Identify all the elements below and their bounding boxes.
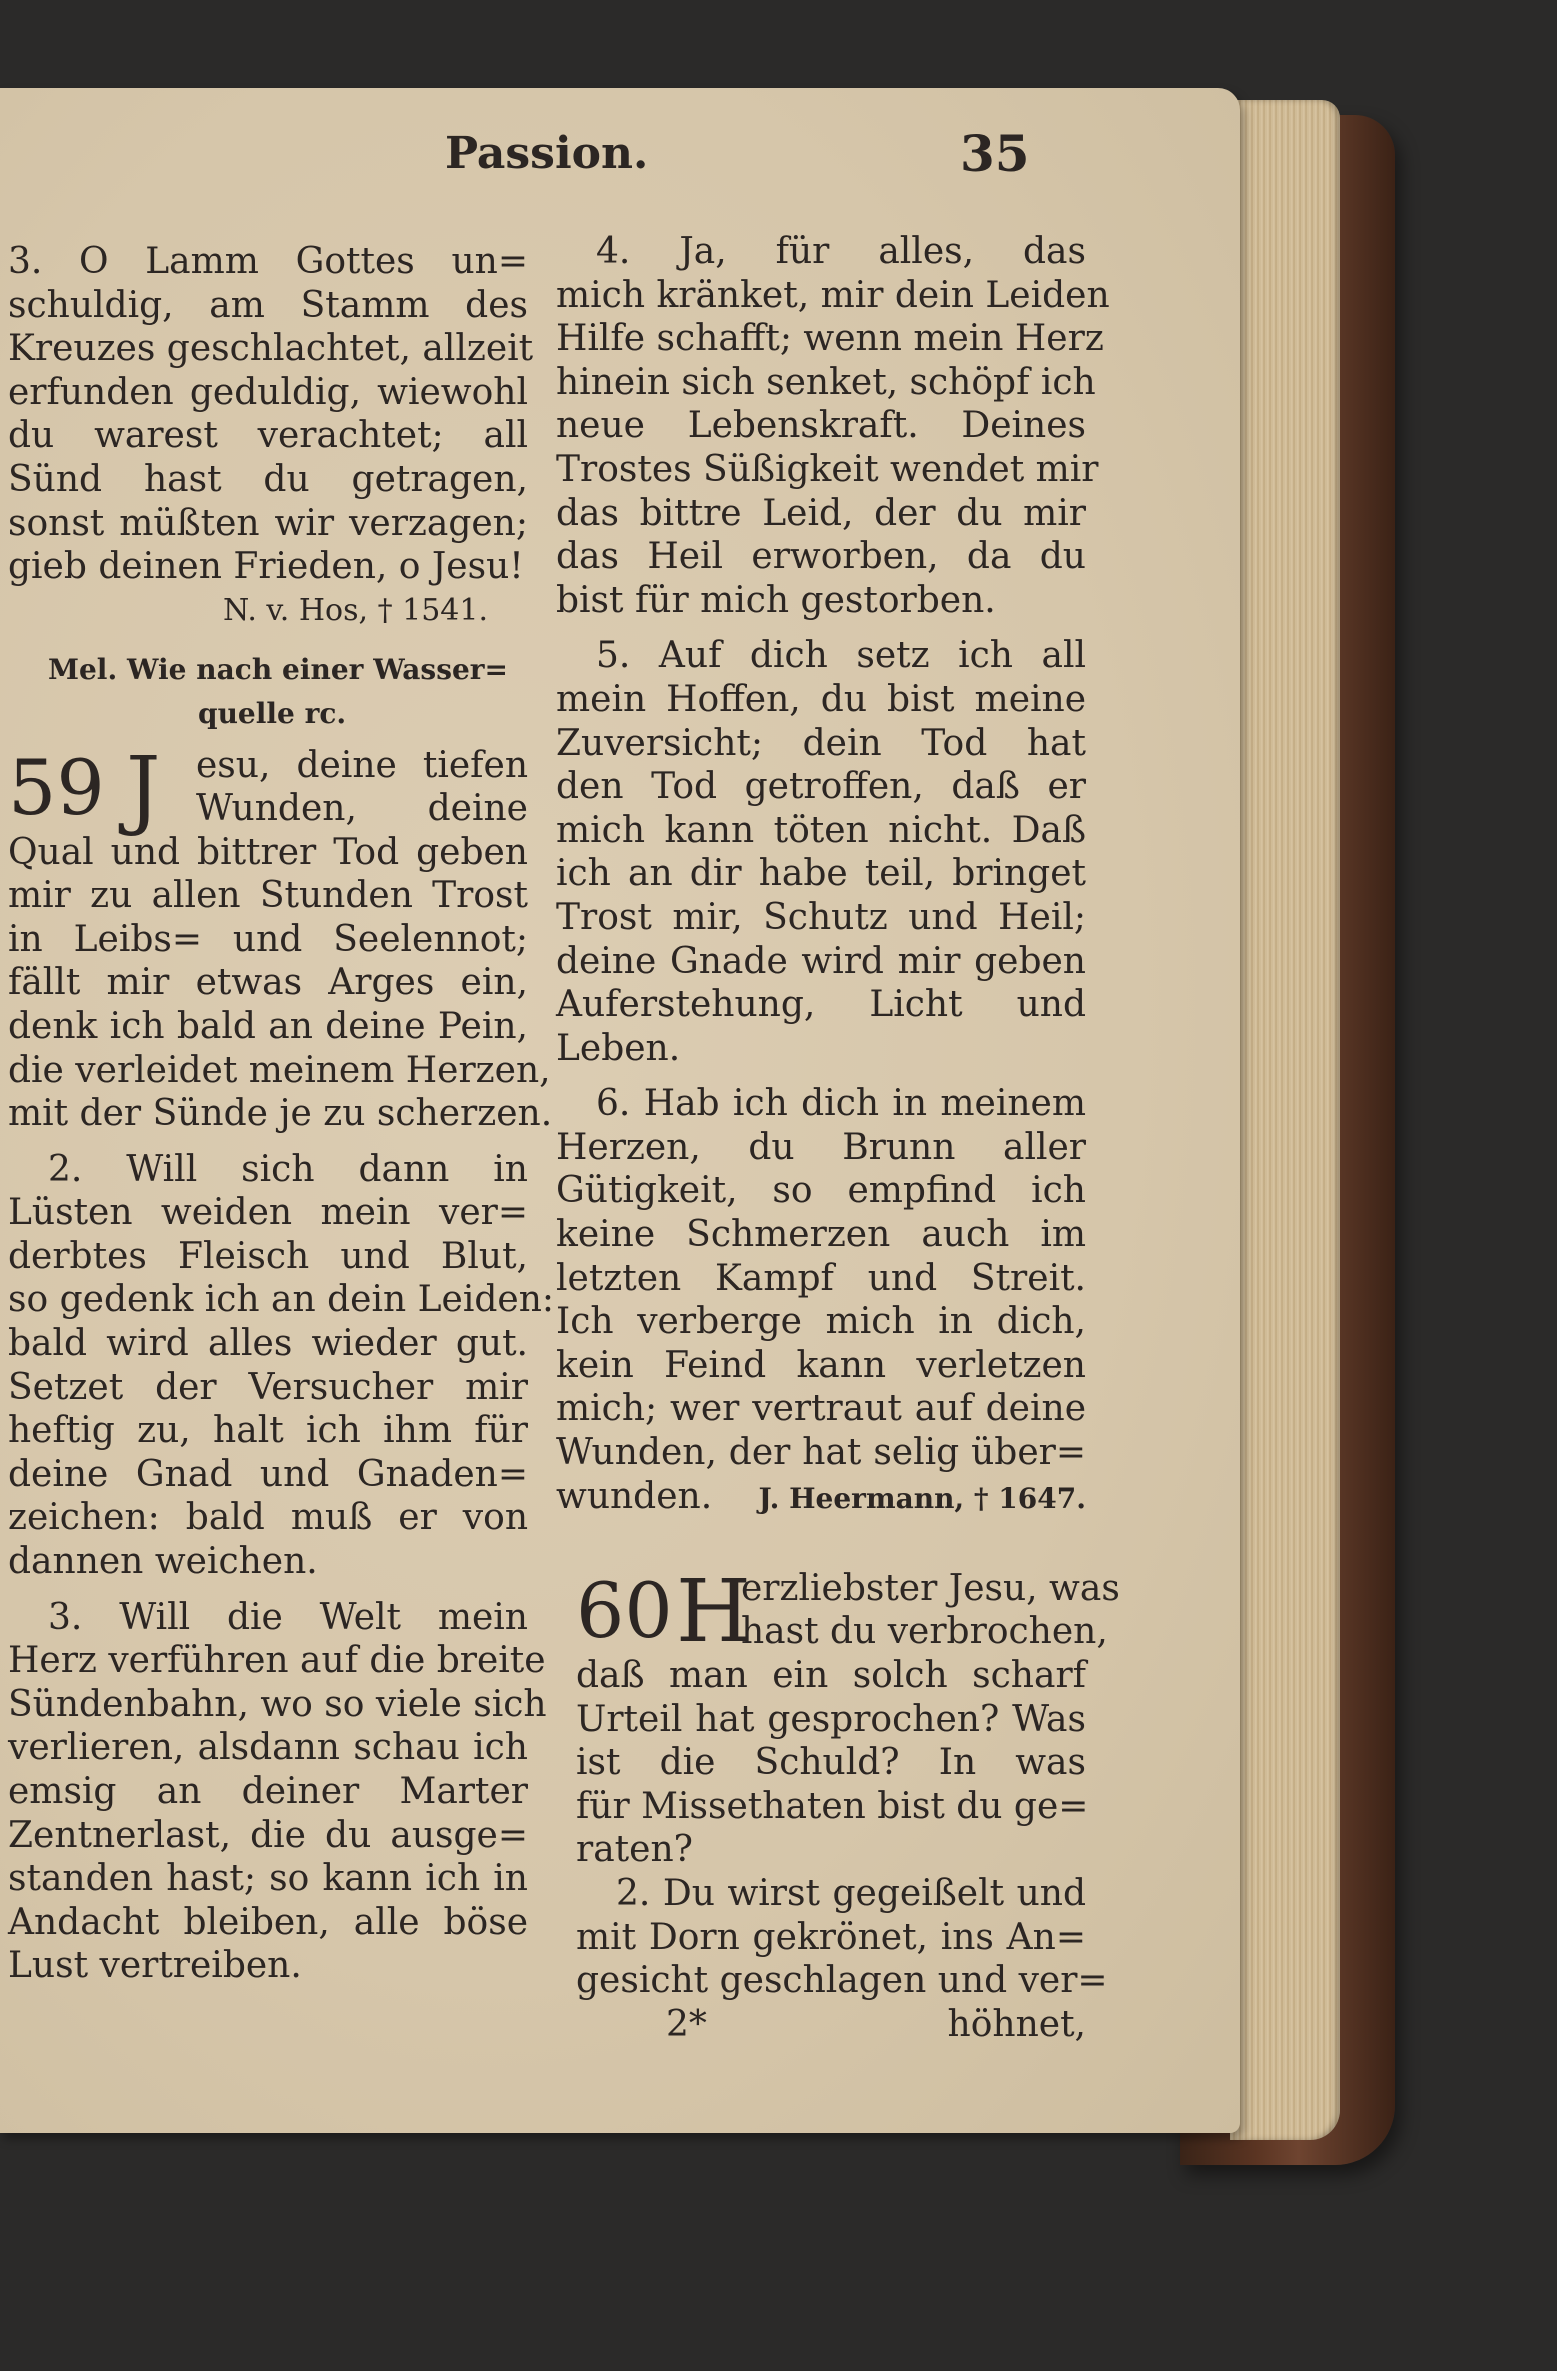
drop-cap: H xyxy=(676,1562,751,1662)
text-line: Auferstehung, Licht und xyxy=(556,984,1086,1026)
text-line: mein Hoffen, du bist meine xyxy=(556,678,1086,720)
text-line: hast du verbrochen, xyxy=(741,1611,1108,1652)
text-line: mich kränket, mir dein Leiden xyxy=(556,274,1110,316)
text-line: dannen weichen. xyxy=(8,1541,318,1583)
text-line: 3. O Lamm Gottes un= xyxy=(8,241,528,282)
text-line: 3. Will die Welt mein xyxy=(48,1596,528,1638)
text-line: Zentnerlast, die du ausge= xyxy=(8,1814,528,1856)
author-credit: N. v. Hos, † 1541. xyxy=(223,592,488,628)
text-line: Andacht bleiben, alle böse xyxy=(8,1901,528,1943)
verse-6-end xyxy=(556,1475,1086,1521)
text-line: Herz verführen auf die breite xyxy=(8,1640,546,1682)
text-line: Kreuzes geschlachtet, allzeit xyxy=(8,328,534,370)
text-line: das Heil erworben, da du xyxy=(556,536,1086,578)
text-line: in Leibs= und Seelennot; xyxy=(8,918,528,960)
text-line: esu, deine tiefen xyxy=(196,744,528,786)
text-line: Wunden, der hat selig über= xyxy=(556,1432,1086,1474)
text-line: Setzet der Versucher mir xyxy=(8,1366,528,1408)
text-line: standen hast; so kann ich in xyxy=(8,1858,528,1900)
text-line: deine Gnad und Gnaden= xyxy=(8,1453,528,1495)
text-line: bald wird alles wieder gut. xyxy=(8,1323,528,1365)
text-line: keine Schmerzen auch im xyxy=(556,1214,1086,1256)
text-line: gesicht geschlagen und ver= xyxy=(576,1960,1108,2002)
text-line: ist die Schuld? In was xyxy=(576,1742,1086,1784)
text-line: gieb deinen Frieden, o Jesu! xyxy=(8,546,524,588)
catchword: höhnet, xyxy=(947,2003,1086,2045)
hymn-59-opening xyxy=(8,738,528,839)
hymn-number: 60 xyxy=(576,1566,673,1655)
text-line: derbtes Fleisch und Blut, xyxy=(8,1235,528,1277)
text-line: die verleidet meinem Herzen, xyxy=(8,1049,551,1091)
text-line: Gütigkeit, so empfind ich xyxy=(556,1170,1086,1212)
text-line: hinein sich senket, schöpf ich xyxy=(556,361,1096,403)
text-line: Sünd hast du getragen, xyxy=(8,458,528,500)
text-line: emsig an deiner Marter xyxy=(8,1771,528,1812)
text-line: Qual und bittrer Tod geben xyxy=(8,831,528,873)
text-line: neue Lebenskraft. Deines xyxy=(556,405,1086,447)
left-column xyxy=(8,240,555,1988)
text-line: so gedenk ich an dein Leiden: xyxy=(8,1279,555,1321)
text-line: 5. Auf dich setz ich all xyxy=(596,635,1086,677)
text-line: Sündenbahn, wo so viele sich xyxy=(8,1683,547,1725)
text-line: 2. Will sich dann in xyxy=(48,1148,528,1190)
text-line: kein Feind kann verletzen xyxy=(556,1344,1086,1386)
text-line: du warest verachtet; all xyxy=(8,415,528,457)
text-line: Herzen, du Brunn aller xyxy=(556,1126,1086,1168)
text-line: mit Dorn gekrönet, ins An= xyxy=(576,1916,1086,1958)
right-column-lower xyxy=(576,1562,1120,2046)
text-line: verlieren, alsdann schau ich xyxy=(8,1727,528,1769)
text-line: bist für mich gestorben. xyxy=(556,579,996,621)
text-line: heftig zu, halt ich ihm für xyxy=(8,1410,528,1452)
hymn-60-opening xyxy=(576,1562,1120,1662)
text-line: erzliebster Jesu, was xyxy=(741,1568,1120,1609)
text-line: daß man ein solch scharf xyxy=(576,1655,1086,1696)
text-line: Trost mir, Schutz und Heil; xyxy=(556,896,1086,938)
running-header: Passion. xyxy=(445,128,649,179)
text-line: für Missethaten bist du ge= xyxy=(576,1785,1089,1827)
signature-mark: 2* xyxy=(666,2003,707,2045)
melody-note: Mel. Wie nach einer Wasser= xyxy=(48,653,508,687)
text-line: deine Gnade wird mir geben xyxy=(556,940,1086,982)
text-line: Leben. xyxy=(556,1027,681,1069)
text-line: denk ich bald an deine Pein, xyxy=(8,1005,528,1047)
hymn-number: 59 xyxy=(8,742,105,832)
text-line: Zuversicht; dein Tod hat xyxy=(556,722,1086,764)
page-edges xyxy=(1230,100,1340,2140)
text-line: Trostes Süßigkeit wendet mir xyxy=(556,448,1099,490)
text-line: mich; wer vertraut auf deine xyxy=(556,1388,1086,1430)
text-line: das bittre Leid, der du mir xyxy=(556,492,1086,534)
text-line: 6. Hab ich dich in meinem xyxy=(596,1083,1086,1125)
text-line: mir zu allen Stunden Trost xyxy=(8,875,528,917)
text-line: 2. Du wirst gegeißelt und xyxy=(616,1872,1086,1914)
page-number: 35 xyxy=(960,124,1030,183)
drop-cap: J xyxy=(126,738,161,839)
text-line: Lust vertreiben. xyxy=(8,1945,302,1987)
text-line: sonst müßten wir verzagen; xyxy=(8,502,528,544)
text-line: Lüsten weiden mein ver= xyxy=(8,1192,528,1234)
text-line: raten? xyxy=(576,1829,693,1871)
text-line: letzten Kampf und Streit. xyxy=(556,1257,1086,1299)
right-column xyxy=(556,230,1110,1520)
text-line: Wunden, deine xyxy=(196,787,528,829)
author-credit: J. Heermann, † 1647. xyxy=(758,1481,1086,1515)
text-line: den Tod getroffen, daß er xyxy=(556,766,1086,808)
melody-note: quelle rc. xyxy=(198,696,347,730)
text-line: fällt mir etwas Arges ein, xyxy=(8,962,528,1004)
text-line: Ich verberge mich in dich, xyxy=(556,1301,1086,1343)
text-line: schuldig, am Stamm des xyxy=(8,284,528,326)
text-line: wunden. xyxy=(556,1475,713,1517)
text-line: 4. Ja, für alles, das xyxy=(596,231,1086,272)
text-line: zeichen: bald muß er von xyxy=(8,1497,528,1539)
page-footer xyxy=(576,2003,1086,2047)
text-line: ich an dir habe teil, bringet xyxy=(556,853,1086,895)
text-line: mit der Sünde je zu scherzen. xyxy=(8,1093,553,1135)
text-line: Hilfe schafft; wenn mein Herz xyxy=(556,318,1104,360)
text-line: Urteil hat gesprochen? Was xyxy=(576,1698,1086,1740)
text-line: mich kann töten nicht. Daß xyxy=(556,809,1086,851)
text-line: erfunden geduldig, wiewohl xyxy=(8,371,528,413)
